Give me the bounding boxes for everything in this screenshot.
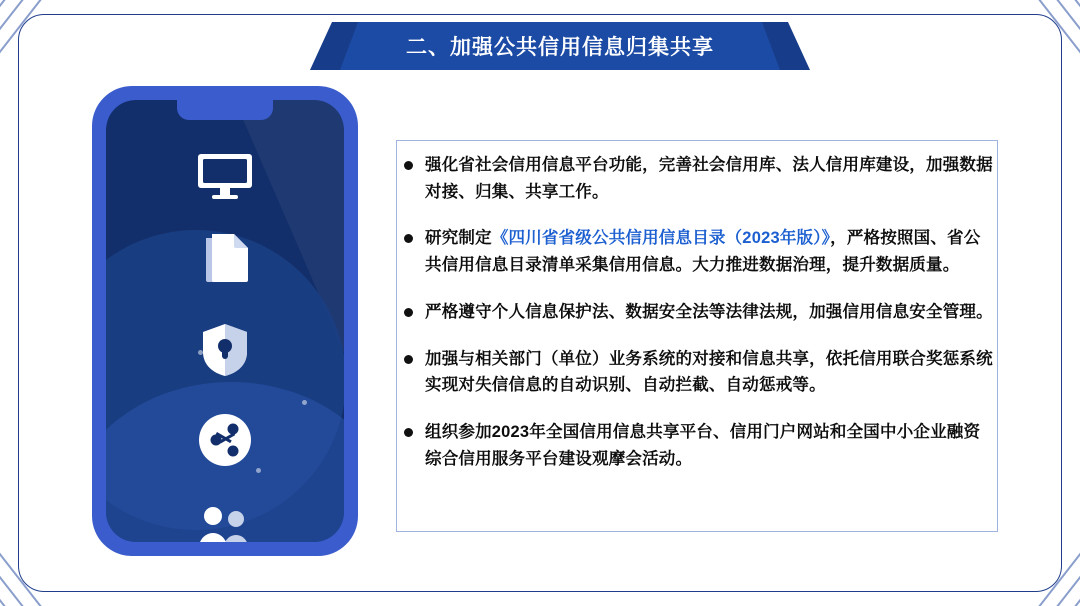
people-icon [195,502,255,542]
bullet-marker-icon [404,355,413,364]
highlighted-document-name: 《四川省省级公共信用信息目录（2023年版）》 [491,229,831,248]
bullet-text: 严格遵守个人信息保护法、数据安全法等法律法规，加强信用信息安全管理。 [425,302,993,321]
shield-icon [200,322,250,378]
list-item [404,346,994,399]
list-item [404,225,994,278]
page-title: 二、加强公共信用信息归集共享 [406,36,714,59]
share-icon [197,412,253,468]
bullet-marker-icon [404,428,413,437]
phone-screen [106,100,344,542]
bullet-text: 加强与相关部门（单位）业务系统的对接和信息共享，依托信用联合奖惩系统实现对失信信息的自动识别、自动拦截、自动惩戒等。 [425,349,993,395]
bullet-text: 研究制定《四川省省级公共信用信息目录（2023年版）》，严格按照国、省公共信用信息目录清单采集信用信息。大力推进数据治理，提升数据质量。 [425,229,981,275]
list-item [404,299,994,326]
list-item [404,152,994,205]
phone-icon-list [106,152,344,542]
monitor-icon [196,152,254,200]
bullet-text: 强化省社会信用信息平台功能，完善社会信用库、法人信用库建设，加强数据对接、归集、共享工作。 [425,156,993,201]
bullet-text: 组织参加2023年全国信用信息共享平台、信用门户网站和全国中小企业融资综合信用服务平台建设观摩会活动。 [425,423,981,468]
bullet-marker-icon [404,234,413,243]
title-banner [310,22,810,70]
phone-notch [177,100,273,120]
phone-illustration [92,86,358,556]
list-item [404,419,994,472]
bullet-marker-icon [404,308,413,317]
bullet-list [404,152,994,492]
bullet-marker-icon [404,161,413,170]
document-icon [200,234,250,288]
